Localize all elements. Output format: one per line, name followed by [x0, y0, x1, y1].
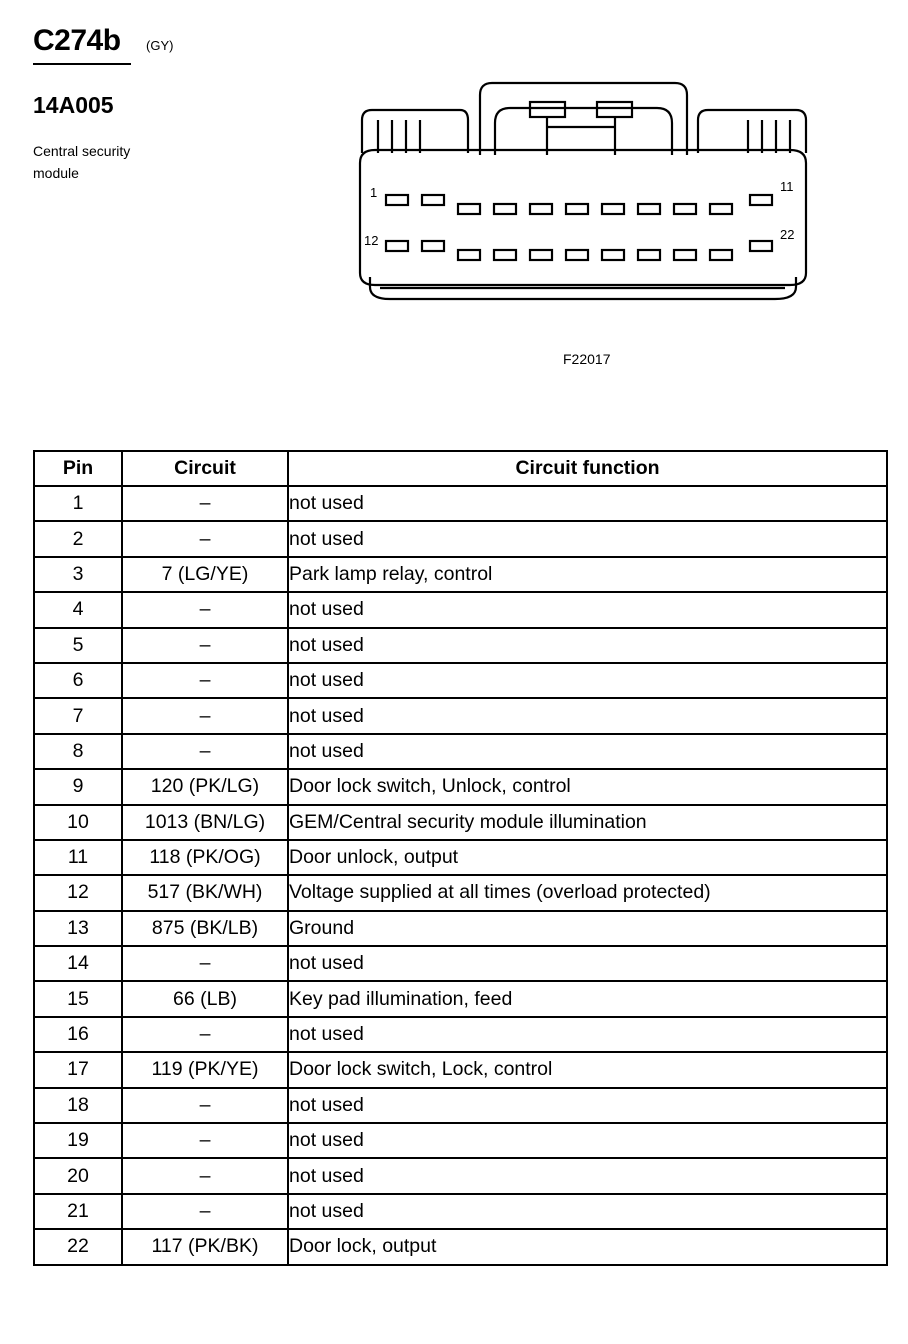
function-cell: Ground	[288, 911, 887, 946]
function-cell: not used	[288, 1017, 887, 1052]
table-row	[34, 663, 887, 698]
table-row	[34, 805, 887, 840]
table-row	[34, 734, 887, 769]
circuit-cell: –	[122, 946, 288, 981]
table-row	[34, 628, 887, 663]
pin-cell: 13	[34, 911, 122, 946]
circuit-cell: 1013 (BN/LG)	[122, 805, 288, 840]
column-header-pin: Pin	[34, 451, 122, 486]
title-underline	[33, 63, 131, 65]
function-cell: Door lock switch, Unlock, control	[288, 769, 887, 804]
pin-label-1: 1	[370, 185, 378, 200]
circuit-cell: –	[122, 734, 288, 769]
table-row	[34, 1158, 887, 1193]
function-cell: not used	[288, 1088, 887, 1123]
pin-cell: 1	[34, 486, 122, 521]
circuit-cell: –	[122, 663, 288, 698]
table-row	[34, 1052, 887, 1087]
function-cell: not used	[288, 1194, 887, 1229]
circuit-cell: 875 (BK/LB)	[122, 911, 288, 946]
function-cell: Voltage supplied at all times (overload protected)	[288, 875, 887, 910]
pin-cell: 7	[34, 698, 122, 733]
circuit-cell: –	[122, 1194, 288, 1229]
pin-cell: 9	[34, 769, 122, 804]
circuit-cell: –	[122, 1123, 288, 1158]
function-cell: GEM/Central security module illumination	[288, 805, 887, 840]
table-row	[34, 486, 887, 521]
table-row	[34, 1194, 887, 1229]
pin-cell: 5	[34, 628, 122, 663]
table-row	[34, 911, 887, 946]
circuit-cell: –	[122, 486, 288, 521]
function-cell: Park lamp relay, control	[288, 557, 887, 592]
circuit-cell: –	[122, 521, 288, 556]
table-row	[34, 521, 887, 556]
function-cell: Door unlock, output	[288, 840, 887, 875]
circuit-cell: 117 (PK/BK)	[122, 1229, 288, 1264]
pin-cell: 12	[34, 875, 122, 910]
circuit-cell: 66 (LB)	[122, 981, 288, 1016]
table-row	[34, 1017, 887, 1052]
table-row	[34, 840, 887, 875]
circuit-cell: –	[122, 628, 288, 663]
connector-id: C274b	[33, 24, 121, 57]
pin-cell: 2	[34, 521, 122, 556]
function-cell: not used	[288, 698, 887, 733]
column-header-circuit: Circuit	[122, 451, 288, 486]
figure-code: F22017	[563, 351, 611, 367]
function-cell: Door lock, output	[288, 1229, 887, 1264]
pin-table	[33, 450, 888, 1266]
pin-cell: 8	[34, 734, 122, 769]
circuit-cell: –	[122, 592, 288, 627]
pin-cell: 14	[34, 946, 122, 981]
table-row	[34, 557, 887, 592]
function-cell: not used	[288, 1123, 887, 1158]
pin-cell: 4	[34, 592, 122, 627]
pin-cell: 22	[34, 1229, 122, 1264]
circuit-cell: 7 (LG/YE)	[122, 557, 288, 592]
table-row	[34, 981, 887, 1016]
circuit-cell: –	[122, 1158, 288, 1193]
table-row	[34, 946, 887, 981]
circuit-cell: –	[122, 1017, 288, 1052]
table-row	[34, 592, 887, 627]
connector-face-diagram	[350, 75, 820, 305]
table-row	[34, 769, 887, 804]
part-number: 14A005	[33, 92, 114, 118]
function-cell: not used	[288, 734, 887, 769]
circuit-cell: –	[122, 1088, 288, 1123]
circuit-cell: 120 (PK/LG)	[122, 769, 288, 804]
pin-cell: 20	[34, 1158, 122, 1193]
function-cell: not used	[288, 663, 887, 698]
function-cell: not used	[288, 521, 887, 556]
pin-cell: 6	[34, 663, 122, 698]
circuit-cell: –	[122, 698, 288, 733]
function-cell: Key pad illumination, feed	[288, 981, 887, 1016]
circuit-cell: 119 (PK/YE)	[122, 1052, 288, 1087]
table-row	[34, 1123, 887, 1158]
function-cell: not used	[288, 628, 887, 663]
pin-cell: 10	[34, 805, 122, 840]
pin-cell: 15	[34, 981, 122, 1016]
table-row	[34, 1088, 887, 1123]
pin-cell: 21	[34, 1194, 122, 1229]
pin-label-22: 22	[780, 227, 795, 242]
function-cell: not used	[288, 946, 887, 981]
connector-color: (GY)	[146, 38, 174, 53]
pin-label-12: 12	[364, 233, 379, 248]
circuit-cell: 517 (BK/WH)	[122, 875, 288, 910]
pin-cell: 11	[34, 840, 122, 875]
function-cell: not used	[288, 1158, 887, 1193]
table-row	[34, 698, 887, 733]
circuit-cell: 118 (PK/OG)	[122, 840, 288, 875]
function-cell: Door lock switch, Lock, control	[288, 1052, 887, 1087]
pin-cell: 19	[34, 1123, 122, 1158]
function-cell: not used	[288, 486, 887, 521]
table-header-row	[34, 451, 887, 486]
pin-cell: 18	[34, 1088, 122, 1123]
pin-cell: 17	[34, 1052, 122, 1087]
column-header-function: Circuit function	[288, 451, 887, 486]
pin-cell: 3	[34, 557, 122, 592]
pin-label-11: 11	[780, 179, 794, 194]
module-name: Central security module	[33, 143, 131, 181]
function-cell: not used	[288, 592, 887, 627]
table-row	[34, 875, 887, 910]
table-row	[34, 1229, 887, 1264]
pin-cell: 16	[34, 1017, 122, 1052]
